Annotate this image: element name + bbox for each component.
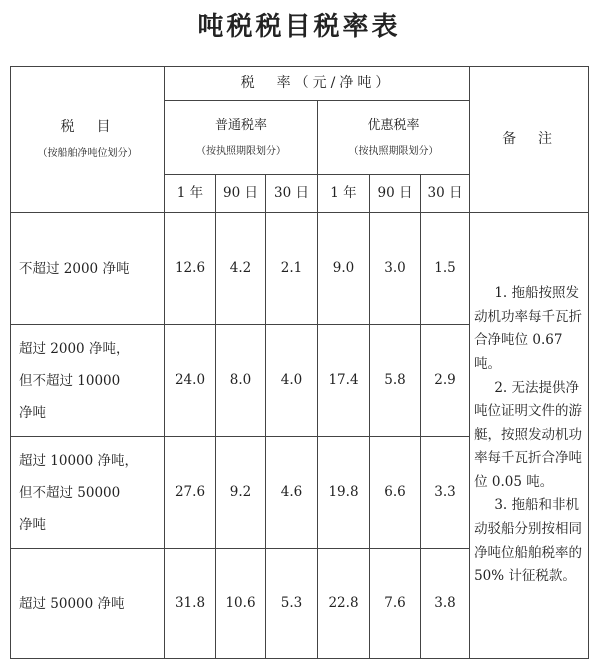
period-header: 30 日 — [266, 175, 318, 213]
normal-rate-label: 普通税率 — [214, 117, 267, 133]
rate-cell: 4.2 — [216, 213, 266, 325]
item-header-cell — [11, 67, 165, 213]
row-label — [11, 437, 165, 549]
remark-item: 1. 拖船按照发动机功率每千瓦折合净吨位 0.67 吨。 — [474, 285, 583, 372]
remark-item: 2. 无法提供净吨位证明文件的游艇，按照发动机功率每千瓦折合净吨位 0.05 吨。 — [474, 379, 583, 490]
rate-cell: 17.4 — [318, 325, 370, 437]
rate-cell: 6.6 — [370, 437, 421, 549]
item-header-note: （按船舶净吨位划分） — [37, 148, 138, 160]
rate-cell: 5.8 — [370, 325, 421, 437]
page-title: 吨税税目税率表 — [197, 12, 401, 42]
rate-cell: 5.3 — [266, 549, 318, 659]
row-label — [11, 213, 165, 325]
period-header: 1 年 — [318, 175, 370, 213]
table-row — [11, 213, 589, 325]
rate-cell: 4.0 — [266, 325, 318, 437]
rate-cell: 3.0 — [370, 213, 421, 325]
period-header: 90 日 — [216, 175, 266, 213]
rate-cell: 24.0 — [165, 325, 216, 437]
row-label-line: 超过 10000 净吨， — [19, 452, 139, 469]
row-label — [11, 549, 165, 659]
rate-cell: 27.6 — [165, 437, 216, 549]
rate-cell: 2.9 — [421, 325, 470, 437]
normal-rate-header — [165, 101, 318, 175]
period-header: 1 年 — [165, 175, 216, 213]
rate-cell: 10.6 — [216, 549, 266, 659]
row-label-line: 但不超过 10000 — [19, 372, 121, 389]
rate-cell: 31.8 — [165, 549, 216, 659]
period-header: 90 日 — [370, 175, 421, 213]
rate-cell: 3.8 — [421, 549, 470, 659]
row-label — [11, 325, 165, 437]
rate-cell: 22.8 — [318, 549, 370, 659]
rate-cell: 7.6 — [370, 549, 421, 659]
rate-cell: 19.8 — [318, 437, 370, 549]
row-label-line: 不超过 2000 净吨 — [19, 260, 130, 277]
rate-cell: 3.3 — [421, 437, 470, 549]
row-label-line: 净吨 — [19, 404, 46, 421]
rate-header: 税 率（元/净吨） — [165, 67, 470, 101]
preferential-rate-label: 优惠税率 — [367, 117, 420, 133]
rate-cell: 9.0 — [318, 213, 370, 325]
remark-item: 3. 拖船和非机动驳船分别按相同净吨位船舶税率的 50% 计征税款。 — [474, 497, 583, 585]
remark-header: 备 注 — [470, 67, 589, 213]
row-label-line: 净吨 — [19, 516, 46, 533]
period-header: 30 日 — [421, 175, 470, 213]
rate-cell: 9.2 — [216, 437, 266, 549]
normal-rate-note: （按执照期限划分） — [196, 145, 286, 157]
item-header: 税 目 — [60, 119, 115, 136]
rate-cell: 4.6 — [266, 437, 318, 549]
tonnage-tax-table — [10, 66, 589, 659]
row-label-line: 超过 50000 净吨 — [19, 595, 125, 612]
remark-cell — [470, 213, 589, 659]
rate-cell: 12.6 — [165, 213, 216, 325]
rate-cell: 1.5 — [421, 213, 470, 325]
row-label-line: 但不超过 50000 — [19, 484, 121, 501]
preferential-rate-note: （按执照期限划分） — [348, 145, 439, 157]
preferential-rate-header — [318, 101, 470, 175]
rate-cell: 2.1 — [266, 213, 318, 325]
row-label-line: 超过 2000 净吨， — [19, 340, 130, 357]
rate-cell: 8.0 — [216, 325, 266, 437]
